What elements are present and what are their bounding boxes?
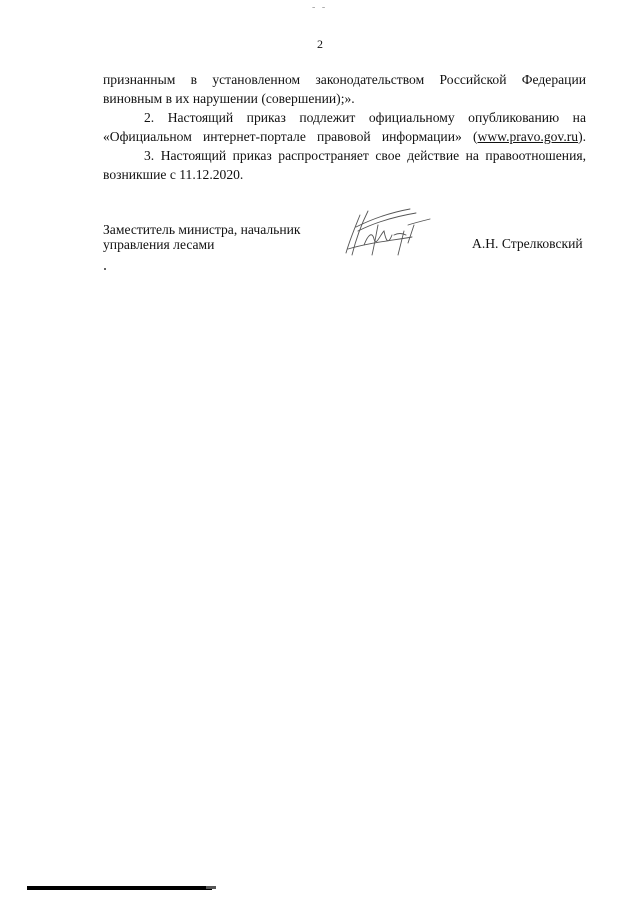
paragraph-2-suffix: ). — [578, 129, 586, 144]
signer-position-line-1: Заместитель министра, начальник — [103, 222, 301, 237]
footer-rule-tail — [206, 886, 216, 889]
handwritten-signature — [338, 205, 438, 265]
signer-position-line-2: управления лесами — [103, 237, 215, 252]
page-number: 2 — [317, 37, 323, 51]
scan-speck — [104, 268, 106, 270]
signer-position — [103, 222, 353, 252]
paragraph-2-line-2 — [103, 127, 586, 146]
paragraph-2-prefix: «Официальном интернет-портале правовой информации» ( — [103, 129, 478, 144]
scan-artifact-marks: - - — [312, 2, 328, 13]
paragraph-3-line-2: возникшие с 11.12.2020. — [103, 167, 244, 182]
paragraph-2-line-1: 2. Настоящий приказ подлежит официальному опубликованию на — [144, 110, 586, 125]
paragraph-3-line-1: 3. Настоящий приказ распространяет свое действие на правоотношения, — [144, 148, 586, 163]
footer-rule — [27, 886, 212, 890]
paragraph-1-line-1: признанным в установленном законодательством Российской Федерации — [103, 72, 586, 87]
pravo-portal-link[interactable]: www.pravo.gov.ru — [477, 129, 579, 144]
signer-name: А.Н. Стрелковский — [472, 236, 583, 251]
paragraph-1-line-2: виновным в их нарушении (совершении);». — [103, 91, 355, 106]
document-body — [103, 70, 586, 184]
